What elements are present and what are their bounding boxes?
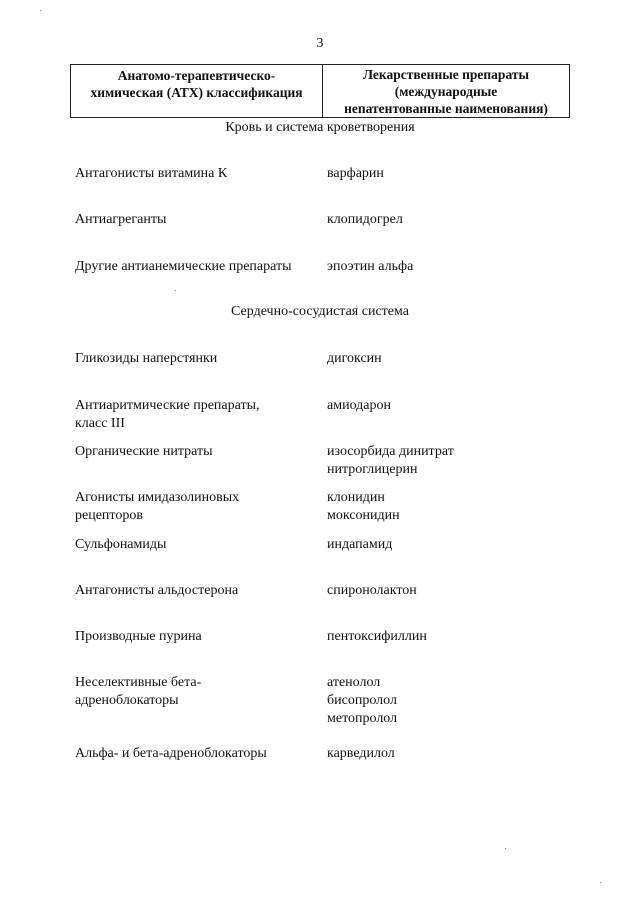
drug-name: варфарин: [327, 166, 384, 181]
atc-class: [75, 350, 305, 368]
atc-class: [75, 258, 305, 276]
atc-class-line: Альфа- и бета-адреноблокаторы: [75, 746, 267, 761]
drug-name: клопидогрел: [327, 212, 403, 227]
drug-list: [327, 165, 587, 183]
header-col1-line: Анатомо-терапевтическо-: [117, 68, 276, 83]
drug-name: изосорбида динитрат: [327, 444, 454, 459]
drug-list: [327, 211, 587, 229]
scan-speck: [175, 290, 176, 291]
page-number: 3: [316, 36, 324, 51]
drug-name: амиодарон: [327, 398, 391, 413]
drug-list: [327, 350, 587, 368]
atc-class-line: Антагонисты альдостерона: [75, 583, 239, 598]
scan-speck: [40, 10, 41, 11]
drug-list: [327, 443, 587, 479]
drug-name: пентоксифиллин: [327, 629, 427, 644]
atc-class-line: Антиаритмические препараты,: [75, 398, 260, 413]
table-header: [70, 64, 570, 118]
drug-name: эпоэтин альфа: [327, 259, 414, 274]
drug-name: атенолол: [327, 675, 381, 690]
drug-list: [327, 536, 587, 554]
header-col2-line: непатентованные наименования): [344, 101, 548, 116]
drug-name: клонидин: [327, 490, 385, 505]
section-title: Кровь и система кроветворения: [225, 120, 415, 135]
drug-name: бисопролол: [327, 693, 397, 708]
header-col2-line: Лекарственные препараты: [362, 67, 530, 82]
drug-name: карведилол: [327, 746, 395, 761]
atc-class-line: Агонисты имидазолиновых: [75, 490, 240, 505]
atc-class: [75, 745, 305, 763]
atc-class-line: Другие антианемические препараты: [75, 259, 292, 274]
header-col1-line: химическая (АТХ) классификация: [90, 85, 303, 100]
atc-class-line: Гликозиды наперстянки: [75, 351, 218, 366]
atc-class-line: Производные пурина: [75, 629, 202, 644]
atc-class: [75, 443, 305, 461]
drug-list: [327, 745, 587, 763]
drug-name: метопролол: [327, 711, 398, 726]
atc-class-line: адреноблокаторы: [75, 693, 179, 708]
atc-class: [75, 628, 305, 646]
drug-list: [327, 674, 587, 728]
section-title: Сердечно-сосудистая система: [231, 304, 409, 319]
atc-class: [75, 536, 305, 554]
atc-class: [75, 397, 305, 433]
atc-class-line: Органические нитраты: [75, 444, 213, 459]
atc-class: [75, 211, 305, 229]
drug-name: индапамид: [327, 537, 393, 552]
atc-class: [75, 674, 305, 710]
drug-name: моксонидин: [327, 508, 400, 523]
drug-name: спиронолактон: [327, 583, 417, 598]
header-col2-line: (международные: [394, 84, 498, 99]
atc-class: [75, 582, 305, 600]
atc-class-line: Сульфонамиды: [75, 537, 167, 552]
drug-list: [327, 582, 587, 600]
scan-speck: [505, 848, 506, 849]
drug-list: [327, 489, 587, 525]
drug-name: нитроглицерин: [327, 462, 418, 477]
atc-class-line: рецепторов: [75, 508, 143, 523]
drug-name: дигоксин: [327, 351, 382, 366]
atc-class-line: класс III: [75, 416, 125, 431]
atc-class-line: Неселективные бета-: [75, 675, 202, 690]
drug-list: [327, 397, 587, 415]
drug-list: [327, 628, 587, 646]
header-drugs: [323, 65, 569, 117]
drug-list: [327, 258, 587, 276]
atc-class: [75, 489, 305, 525]
scan-speck: [600, 882, 601, 883]
header-atc-classification: [71, 65, 323, 117]
atc-class-line: Антиагреганты: [75, 212, 167, 227]
atc-class-line: Антагонисты витамина К: [75, 166, 228, 181]
atc-class: [75, 165, 305, 183]
